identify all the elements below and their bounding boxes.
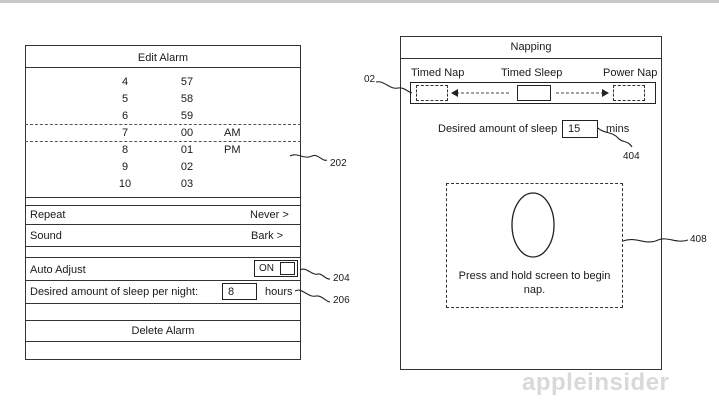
nap-desired-sleep-input[interactable]: [562, 120, 598, 138]
picker-minute[interactable]: 01: [180, 144, 194, 156]
nap-desired-sleep-label: Desired amount of sleep: [438, 123, 558, 135]
picker-minute[interactable]: 59: [180, 110, 194, 122]
ref-204: 204: [333, 273, 350, 284]
picker-hour[interactable]: 9: [121, 161, 129, 173]
picker-minute[interactable]: 02: [180, 161, 194, 173]
napping-title: Napping: [510, 41, 552, 53]
option-timed-nap[interactable]: Timed Nap: [411, 67, 465, 79]
ref-206: 206: [333, 295, 350, 306]
picker-minute-selected[interactable]: 00: [180, 127, 194, 139]
toggle-on-label: ON: [259, 263, 274, 274]
ref-408: 408: [690, 234, 707, 245]
edit-alarm-title: Edit Alarm: [137, 52, 189, 64]
top-rule: [0, 0, 719, 3]
ref-404: 404: [623, 151, 640, 162]
delete-alarm-button[interactable]: Delete Alarm: [131, 325, 195, 337]
desired-sleep-label: Desired amount of sleep per night:: [30, 286, 199, 298]
nap-desired-sleep-unit: mins: [606, 123, 630, 135]
press-hold-instruction-1: Press and hold screen to begin: [458, 270, 611, 282]
slider-left-stop: [416, 85, 448, 101]
picker-hour[interactable]: 6: [121, 110, 129, 122]
ref-202: 202: [330, 158, 347, 169]
nap-desired-sleep-value: 15: [568, 123, 581, 135]
edit-alarm-panel: [25, 45, 301, 360]
picker-pm[interactable]: PM: [224, 144, 241, 156]
picker-hour[interactable]: 4: [121, 76, 129, 88]
repeat-label: Repeat: [30, 209, 66, 221]
repeat-value[interactable]: Never >: [250, 209, 289, 221]
picker-minute[interactable]: 58: [180, 93, 194, 105]
leader-204: [300, 269, 330, 279]
sound-value[interactable]: Bark >: [251, 230, 284, 242]
slider-right-stop: [613, 85, 645, 101]
desired-sleep-value: 8: [228, 286, 235, 298]
auto-adjust-toggle[interactable]: [254, 260, 298, 277]
picker-hour-selected[interactable]: 7: [121, 127, 129, 139]
picker-selection-top: [25, 124, 301, 125]
auto-adjust-label: Auto Adjust: [30, 264, 86, 276]
desired-sleep-input[interactable]: [222, 283, 257, 300]
desired-sleep-unit: hours: [265, 286, 293, 298]
picker-hour[interactable]: 10: [118, 178, 132, 190]
option-timed-sleep[interactable]: Timed Sleep: [501, 67, 563, 79]
picker-minute[interactable]: 03: [180, 178, 194, 190]
picker-am[interactable]: AM: [224, 127, 241, 139]
press-hold-instruction-2: nap.: [523, 284, 546, 296]
sound-label: Sound: [30, 230, 62, 242]
option-power-nap[interactable]: Power Nap: [603, 67, 658, 79]
picker-hour[interactable]: 5: [121, 93, 129, 105]
picker-selection-bottom: [25, 141, 301, 142]
appleinsider-watermark: appleinsider: [522, 369, 670, 396]
slider-thumb[interactable]: [517, 85, 551, 101]
picker-hour[interactable]: 8: [121, 144, 129, 156]
ref-202-partial: 02: [364, 74, 376, 85]
toggle-knob[interactable]: [280, 262, 295, 275]
picker-minute[interactable]: 57: [180, 76, 194, 88]
